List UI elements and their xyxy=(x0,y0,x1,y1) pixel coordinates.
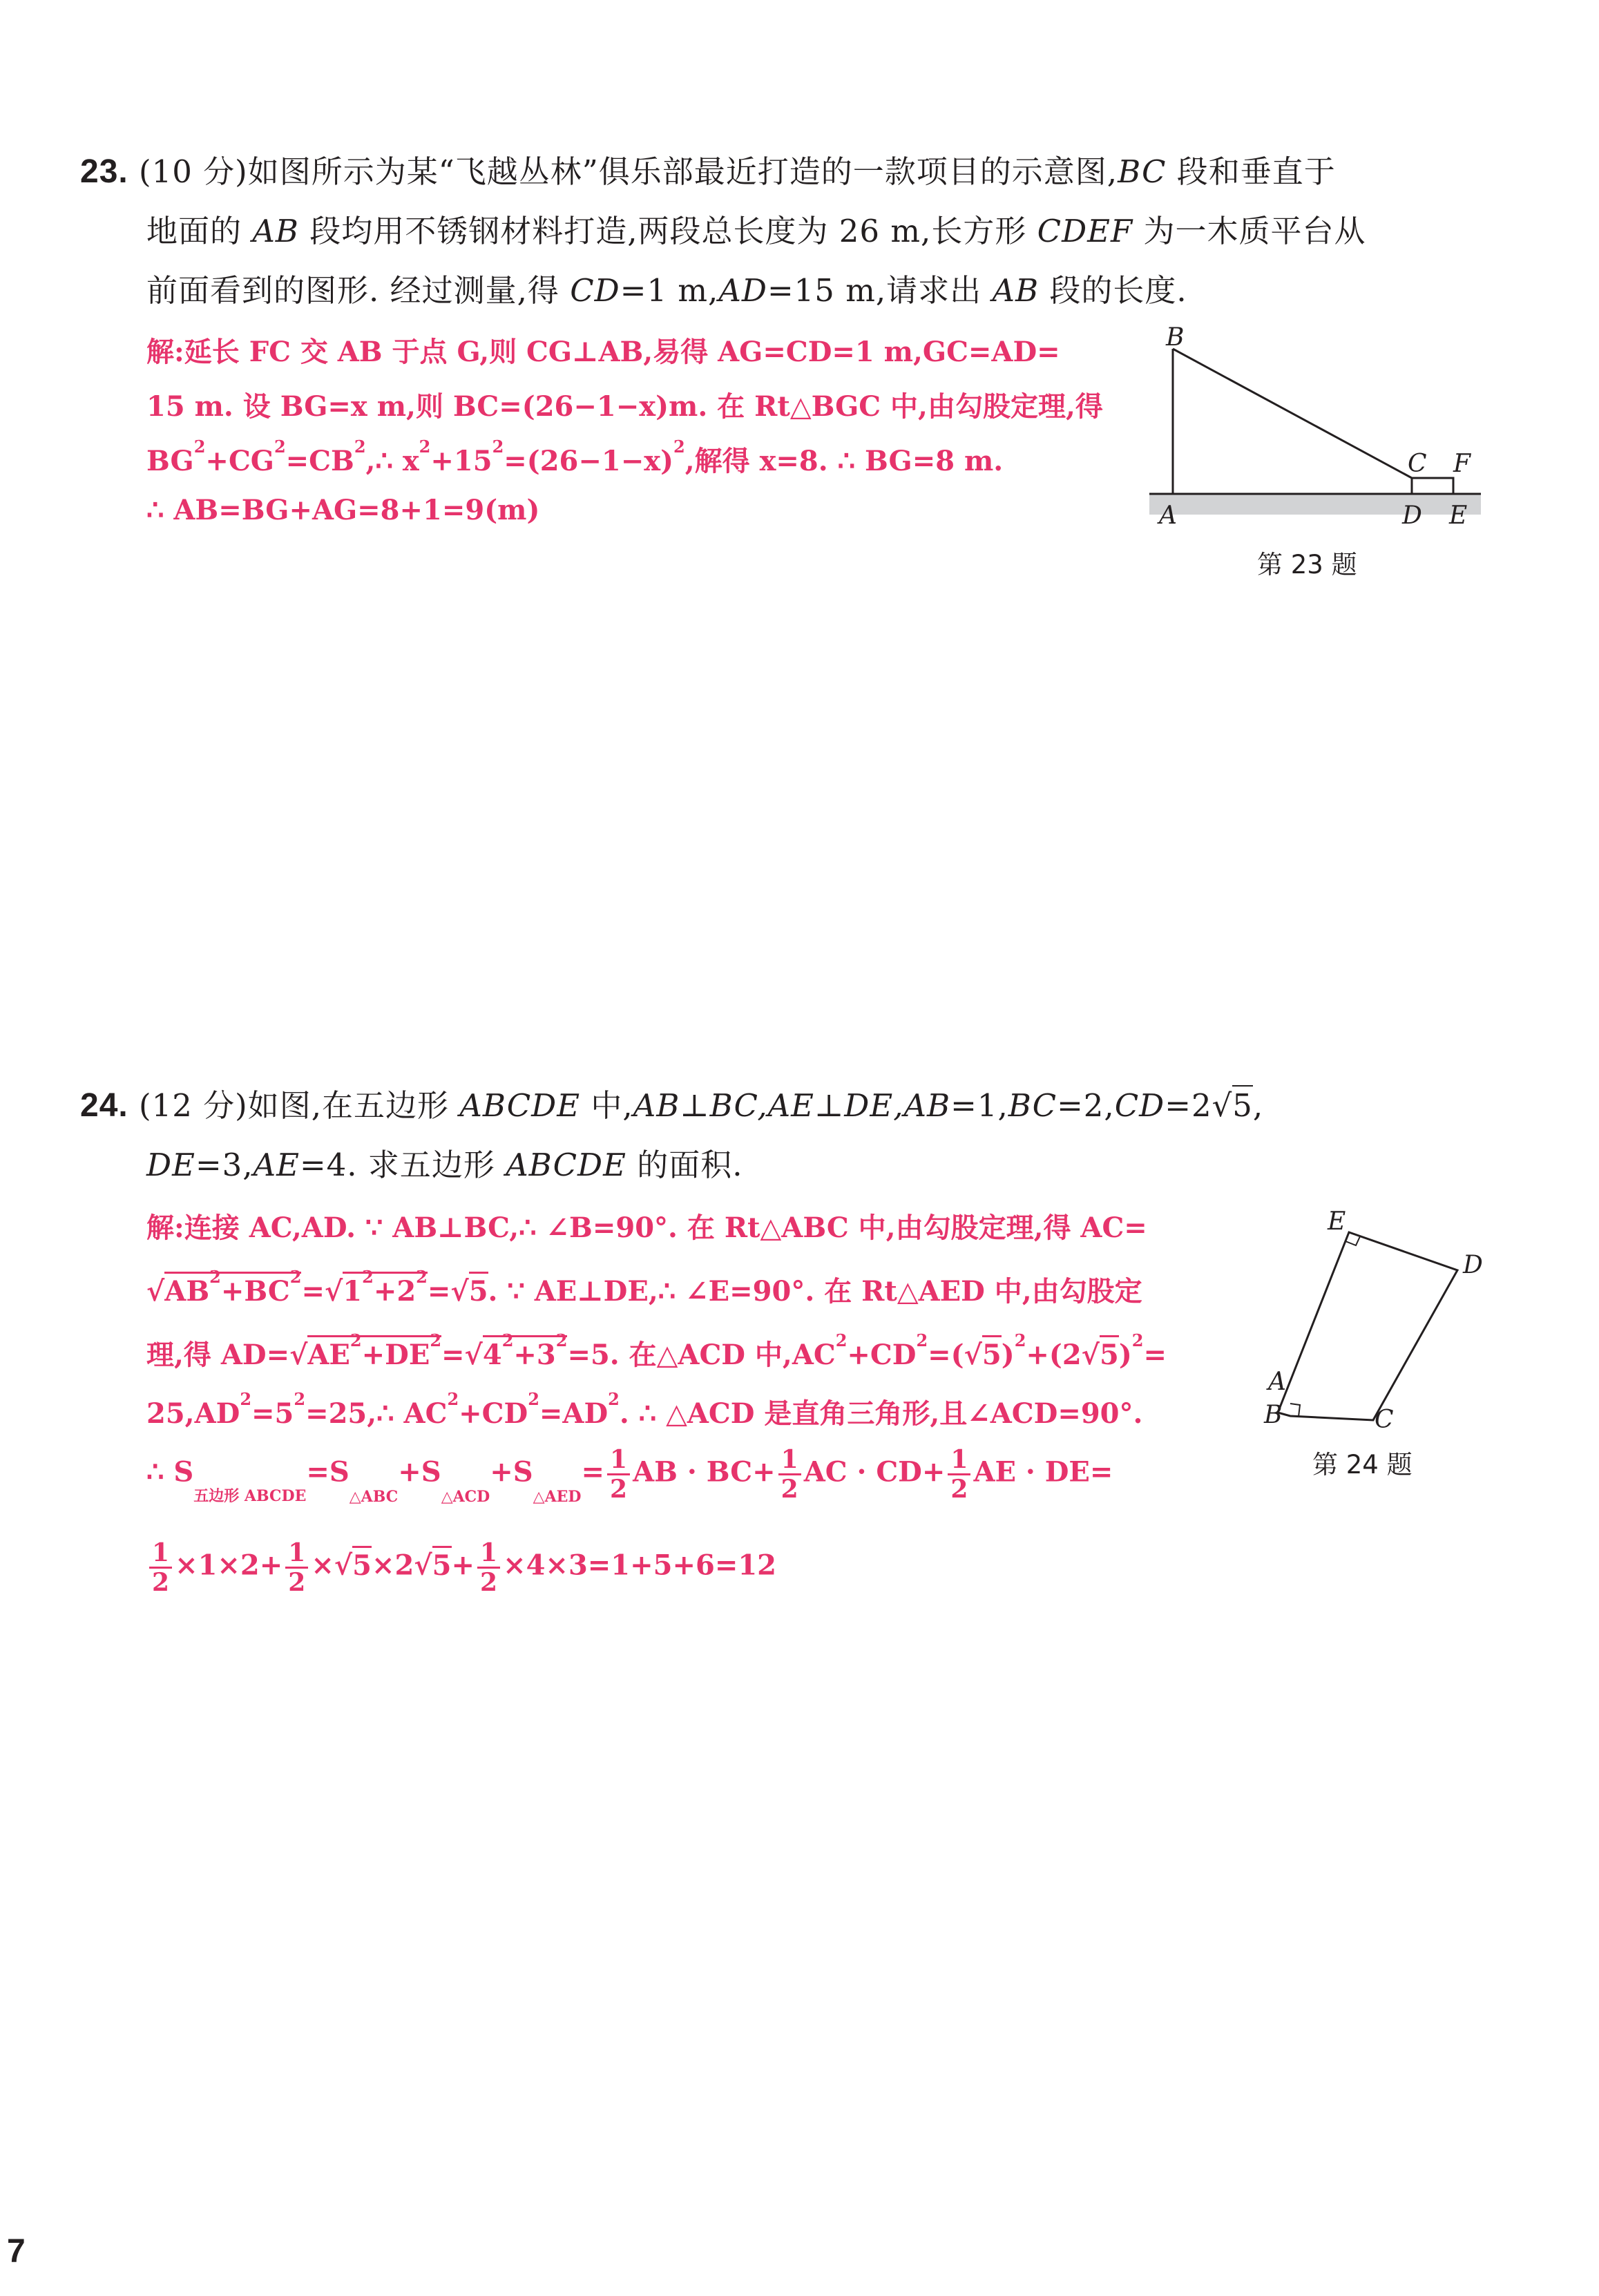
q23-solution-line-2: 15 m. 设 BG=x m,则 BC=(26−1−x)m. 在 Rt△BGC 中,由勾股定理,得 xyxy=(146,390,1103,423)
label-B: B xyxy=(1166,325,1185,352)
label-F: F xyxy=(1453,450,1471,478)
q23-solution-line-4: ∴ AB=BG+AG=8+1=9(m) xyxy=(146,494,540,526)
q23-number: 23. xyxy=(80,153,128,190)
q24-solution-line-5: ∴ S五边形 ABCDE=S△ABC+S△ACD+S△AED= $\frac{1}{2}$ AB · BC+ $\frac{1}{2}$ AC · CD+ $\frac{1}{2}$ AE · DE= xyxy=(146,1445,1113,1506)
q24-solution-line-3: 理,得 $AD=√AE^2+DE^2=√4^2+3^2=5$. 在△ACD 中$,AC^2+CD^2=(√5)^2+(2√5)^2=$ xyxy=(146,1330,1167,1371)
label-E: E xyxy=(1328,1207,1346,1236)
q24-solution-line-1: 解:连接 AC,AD. ∵ AB⊥BC,∴ ∠B=90°. 在 Rt△ABC 中,由勾股定理,得 AC= xyxy=(146,1212,1147,1244)
label-D: D xyxy=(1402,501,1422,530)
q24-number: 24. xyxy=(80,1087,128,1124)
label-C: C xyxy=(1375,1406,1394,1433)
q23-solution-line-1: 解:延长 FC 交 AB 于点 G,则 CG⊥AB,易得 AG=CD=1 m,GC=AD= xyxy=(146,336,1060,368)
platform-CDEF xyxy=(1412,478,1453,494)
q23-line-3: 前面看到的图形. 经过测量,得 CD=1 m,AD=15 m,请求出 AB 段的长度. xyxy=(146,272,1187,309)
ground-strip xyxy=(1149,494,1481,515)
segment-BC xyxy=(1173,349,1412,478)
q24-caption: 第 24 题 xyxy=(1312,1450,1413,1480)
page-number: 7 xyxy=(7,2233,26,2270)
label-D: D xyxy=(1463,1251,1483,1279)
q23-score: (10 分) xyxy=(139,153,248,190)
label-A: A xyxy=(1159,501,1177,530)
q24-line-2: DE=3,AE=4. 求五边形 ABCDE 的面积. xyxy=(146,1147,743,1183)
label-E: E xyxy=(1449,501,1468,530)
q23-caption: 第 23 题 xyxy=(1257,550,1357,580)
q24-score: (12 分) xyxy=(139,1087,248,1124)
q24-solution-line-4: $25,AD^2=5^2=25,\therefore$ $AC^2+CD^2=AD^2$. ∴ △ACD 是直角三角形,且∠ACD=90°. xyxy=(146,1389,1143,1430)
label-A: A xyxy=(1268,1368,1286,1396)
right-angle-B xyxy=(1290,1404,1300,1417)
q23-line-2: 地面的 AB 段均用不锈钢材料打造,两段总长度为 26 m,长方形 CDEF 为一木质平台从 xyxy=(146,213,1366,249)
q23-solution-line-3: $BG^2+CG^2=CB^2,\therefore$ $x^2+15^2=(26-1-x)^2$,解得 x=8. ∴ BG=8 m. xyxy=(146,437,1004,477)
q24-figure xyxy=(1257,1198,1492,1433)
q23-figure xyxy=(1147,325,1485,539)
q24-solution-line-2: $√AB^2+BC^2=√1^2+2^2=√5$. ∵ AE⊥DE,∴ ∠E=90°. 在 Rt△AED 中,由勾股定 xyxy=(146,1267,1142,1308)
q23-line-1: 23. (10 分)如图所示为某“飞越丛林”俱乐部最近打造的一款项目的示意图,BC 段和垂直于 xyxy=(80,153,1336,190)
label-B: B xyxy=(1264,1401,1283,1429)
q24-solution-line-6: $\frac{1}{2}$ ×1×2+ $\frac{1}{2}$ ×√5×2√5+ $\frac{1}{2}$ ×4×3=1+5+6=12 xyxy=(146,1540,776,1595)
pentagon-ABCDE xyxy=(1278,1232,1457,1420)
label-C: C xyxy=(1408,450,1427,478)
q24-line-1: 24. (12 分)如图,在五边形 ABCDE 中,AB⊥BC,AE⊥DE,AB=1,BC=2,CD=2√5, xyxy=(80,1076,1263,1136)
